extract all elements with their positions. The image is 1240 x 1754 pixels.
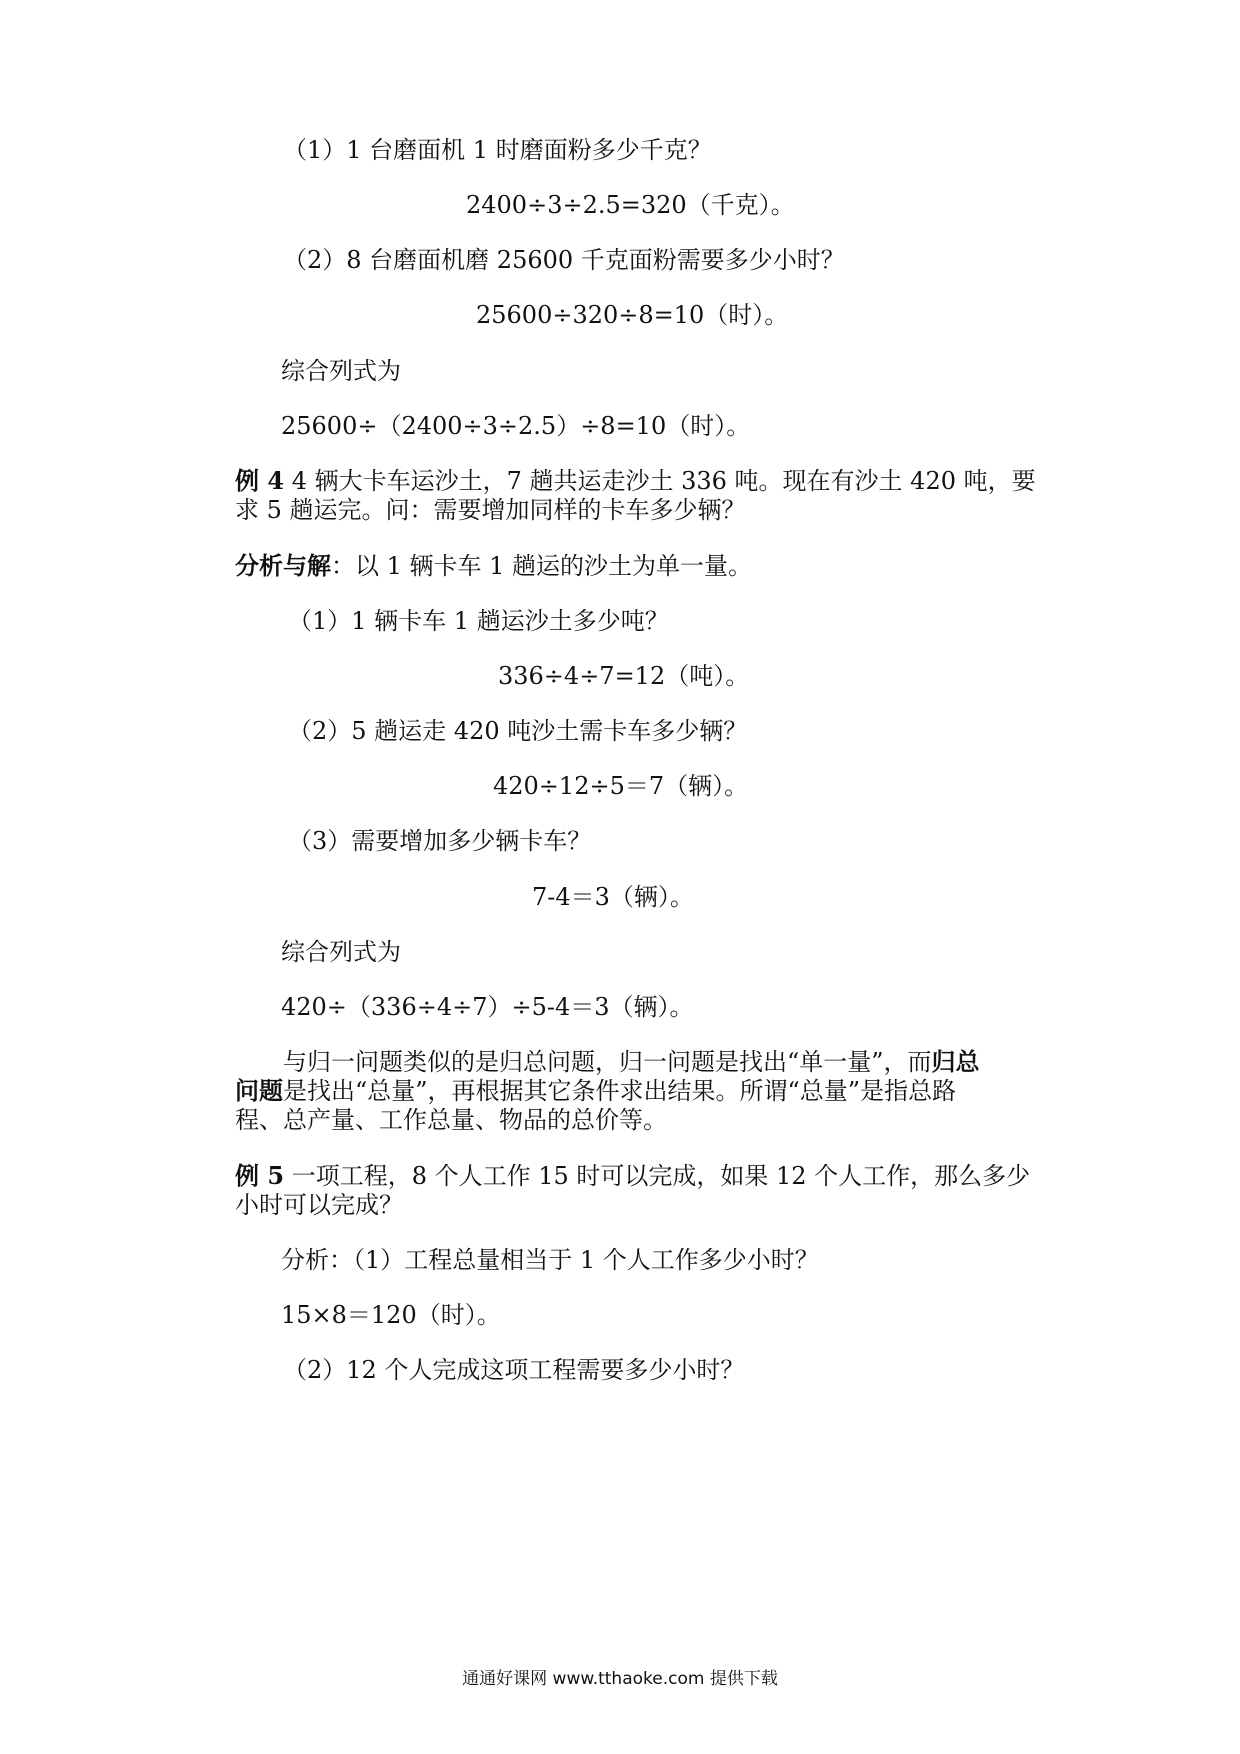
example-4-step-2-question: （2）5 趟运走 420 吨沙土需卡车多少辆？ (288, 717, 748, 745)
example-4-text: 4 辆大卡车运沙土，7 趟共运走沙土 336 吨。现在有沙土 420 吨，要 (284, 467, 1036, 495)
example-4-step-1-question: （1）1 辆卡车 1 趟运沙土多少吨？ (288, 607, 669, 635)
page-footer: 通通好课网 www.tthaoke.com 提供下载 (462, 1669, 778, 1689)
analysis-text: ：以 1 辆卡车 1 趟运的沙土为单一量。 (331, 552, 753, 580)
step-1-question: （1）1 台磨面机 1 时磨面粉多少千克？ (283, 136, 712, 164)
example-5-step-1-answer: 15×8＝120（时）。 (281, 1301, 501, 1329)
paragraph-line-2 (235, 1075, 956, 1107)
example-5-line-2: 小时可以完成？ (235, 1191, 403, 1219)
example-4-step-1-answer: 336÷4÷7=12（吨）。 (498, 662, 750, 690)
example-5-text: 一项工程，8 个人工作 15 时可以完成，如果 12 个人工作，那么多少 (284, 1162, 1031, 1190)
paragraph-text-1: 与归一问题类似的是归总问题，归一问题是找出“单一量”，而 (283, 1048, 932, 1076)
example-5-label: 例 5 (235, 1161, 285, 1190)
example-4-line-1 (235, 465, 1036, 497)
analysis-line (235, 550, 752, 582)
step-2-question: （2）8 台磨面机磨 25600 千克面粉需要多少小时？ (283, 246, 845, 274)
step-1-answer: 2400÷3÷2.5=320（千克）。 (466, 191, 795, 219)
paragraph-line-1 (283, 1046, 980, 1078)
example-5-line-1 (235, 1160, 1030, 1192)
combined-label: 综合列式为 (281, 357, 401, 385)
example-5-analysis: 分析：（1）工程总量相当于 1 个人工作多少小时？ (281, 1246, 819, 1274)
example-4-line-2: 求 5 趟运完。问：需要增加同样的卡车多少辆？ (235, 496, 746, 524)
paragraph-text-2: 是找出“总量”，再根据其它条件求出结果。所谓“总量”是指总路 (283, 1077, 957, 1105)
example-4-step-3-answer: 7-4＝3（辆）。 (532, 883, 694, 911)
example-4-step-3-question: （3）需要增加多少辆卡车？ (288, 827, 592, 855)
combined-formula: 25600÷（2400÷3÷2.5）÷8=10（时）。 (281, 412, 751, 440)
paragraph-bold-2: 问题 (235, 1076, 283, 1105)
paragraph-line-3: 程、总产量、工作总量、物品的总价等。 (235, 1106, 667, 1134)
example-4-label: 例 4 (235, 466, 285, 495)
analysis-label: 分析与解 (235, 551, 331, 580)
combined-label-2: 综合列式为 (281, 938, 401, 966)
example-5-step-2-question: （2）12 个人完成这项工程需要多少小时？ (283, 1356, 745, 1384)
step-2-answer: 25600÷320÷8=10（时）。 (476, 301, 789, 329)
example-4-step-2-answer: 420÷12÷5＝7（辆）。 (493, 772, 749, 800)
combined-formula-2: 420÷（336÷4÷7）÷5-4＝3（辆）。 (281, 993, 694, 1021)
paragraph-bold-1: 归总 (931, 1047, 980, 1076)
